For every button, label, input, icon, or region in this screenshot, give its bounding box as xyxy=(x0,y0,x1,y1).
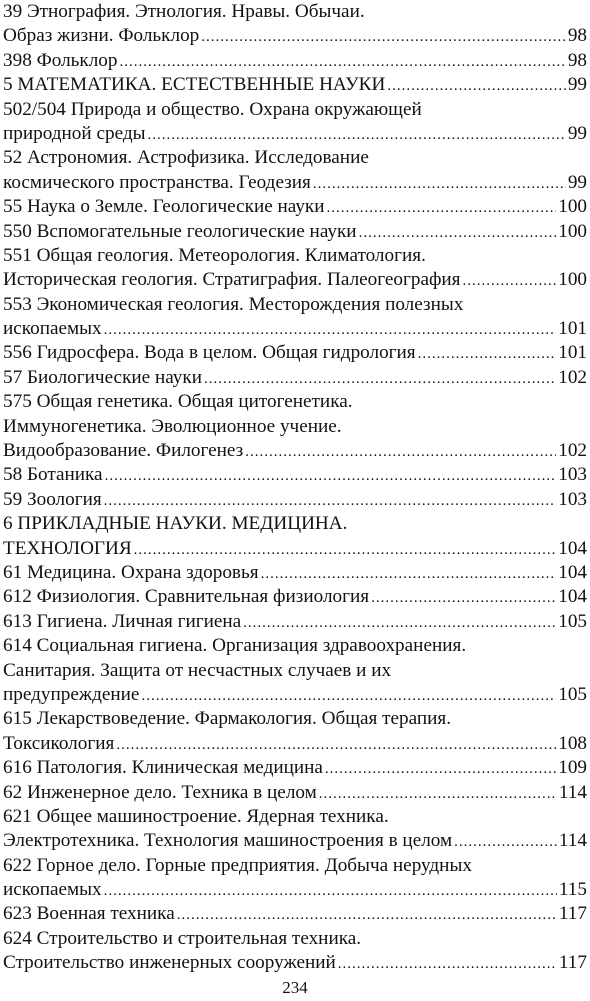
toc-page-number: 102 xyxy=(558,440,587,462)
toc-page-number: 103 xyxy=(558,488,587,510)
toc-page-number: 104 xyxy=(558,586,587,608)
toc-page-number: 100 xyxy=(558,269,587,291)
toc-entry-text: Иммуногенетика. Эволюционное учение. xyxy=(3,415,342,437)
toc-entry-line xyxy=(3,683,587,707)
toc-entry-line xyxy=(3,732,587,756)
toc-entry xyxy=(3,195,587,219)
toc-entry xyxy=(3,463,587,487)
toc-entry xyxy=(3,244,587,293)
toc-entry-text: 621 Общее машиностроение. Ядерная техника. xyxy=(3,805,389,827)
dot-leader xyxy=(359,221,557,244)
dot-leader xyxy=(105,464,557,487)
toc-entry-line xyxy=(3,366,587,390)
toc-entry-text: 623 Военная техника xyxy=(3,903,175,925)
toc-entry-text: природной среды xyxy=(3,122,146,144)
toc-entry-text: Электротехника. Технология машиностроения в целом xyxy=(3,830,453,852)
toc-page-number: 101 xyxy=(558,342,587,364)
toc-entry-text: предупреждение xyxy=(3,683,140,705)
toc-entry-text: Видообразование. Филогенез xyxy=(3,440,244,462)
toc-entry-text: 551 Общая геология. Метеорология. Климатология. xyxy=(3,244,426,266)
dot-leader xyxy=(204,367,556,390)
toc-entry xyxy=(3,390,587,463)
toc-page-number: 99 xyxy=(567,171,587,193)
toc-entry-text: 622 Горное дело. Горные предприятия. Добыча нерудных xyxy=(3,854,472,876)
toc-page-number: 103 xyxy=(558,464,587,486)
toc-entry xyxy=(3,488,587,512)
toc-entry xyxy=(3,854,587,903)
dot-leader xyxy=(120,50,566,73)
toc-page-number: 104 xyxy=(558,561,587,583)
dot-leader xyxy=(418,342,557,365)
toc-entry-line xyxy=(3,781,587,805)
toc-entry xyxy=(3,585,587,609)
toc-entry-line xyxy=(3,220,587,244)
toc-entry-line xyxy=(3,756,587,780)
dot-leader xyxy=(261,562,557,585)
dot-leader xyxy=(201,25,566,48)
toc-entry xyxy=(3,98,587,147)
toc-page-number: 115 xyxy=(558,879,587,901)
toc-entry xyxy=(3,561,587,585)
toc-page-number: 114 xyxy=(558,830,587,852)
toc-entry xyxy=(3,341,587,365)
toc-entry xyxy=(3,293,587,342)
toc-entry-line xyxy=(3,878,587,902)
toc-entry-text: ископаемых xyxy=(3,879,102,901)
toc-entry xyxy=(3,146,587,195)
toc-page-number: 100 xyxy=(558,196,587,218)
toc-entry-text: 615 Лекарствоведение. Фармакология. Общая терапия. xyxy=(3,708,452,730)
toc-page-number: 105 xyxy=(558,683,587,705)
toc-entry-text: ископаемых xyxy=(3,318,102,340)
toc-entry-line xyxy=(3,24,587,48)
toc-entry-line xyxy=(3,317,587,341)
toc-entry-text: 59 Зоология xyxy=(3,488,102,510)
toc-entry-text: 61 Медицина. Охрана здоровья xyxy=(3,561,259,583)
toc-entry-line xyxy=(3,585,587,609)
page-number: 234 xyxy=(282,978,308,997)
toc-entry-text: 550 Вспомогательные геологические науки xyxy=(3,220,357,242)
toc-entry-text: 624 Строительство и строительная техника. xyxy=(3,927,362,949)
toc-page-number: 104 xyxy=(558,537,587,559)
toc-entry xyxy=(3,707,587,756)
toc-entry xyxy=(3,73,587,97)
toc-entry xyxy=(3,49,587,73)
toc-entry-text: 613 Гигиена. Личная гигиена xyxy=(3,610,242,632)
toc-page-number: 117 xyxy=(558,903,587,925)
dot-leader xyxy=(104,489,557,512)
toc-entry-text: 57 Биологические науки xyxy=(3,366,202,388)
toc-entry xyxy=(3,512,587,561)
toc-entry-text: 58 Ботаника xyxy=(3,464,103,486)
toc-entry xyxy=(3,634,587,707)
toc-page-number: 109 xyxy=(558,757,587,779)
toc-entry-line xyxy=(3,122,587,146)
dot-leader xyxy=(387,74,565,97)
toc-entry-text: 39 Этнография. Этнология. Нравы. Обычаи. xyxy=(3,1,365,22)
toc-entry-text: 502/504 Природа и общество. Охрана окружающей xyxy=(3,98,422,120)
toc-entry-line xyxy=(3,488,587,512)
toc-page-number: 99 xyxy=(567,122,587,144)
dot-leader xyxy=(245,440,556,463)
toc-entry-text: 6 ПРИКЛАДНЫЕ НАУКИ. МЕДИЦИНА. xyxy=(3,513,348,535)
toc-entry-line xyxy=(3,341,587,365)
dot-leader xyxy=(141,684,556,707)
dot-leader xyxy=(243,611,556,634)
dot-leader xyxy=(134,538,557,561)
toc-entry xyxy=(3,220,587,244)
toc-entry-text: Строительство инженерных сооружений xyxy=(3,952,336,974)
toc-entry xyxy=(3,781,587,805)
toc-entry-text: 5 МАТЕМАТИКА. ЕСТЕСТВЕННЫЕ НАУКИ xyxy=(3,74,386,96)
toc-entry-text: ТЕХНОЛОГИЯ xyxy=(3,537,132,559)
toc-page-number: 105 xyxy=(558,610,587,632)
toc-page-number: 98 xyxy=(567,25,587,47)
toc-entry-line xyxy=(3,195,587,219)
toc-entry-text: 614 Социальная гигиена. Организация здравоохранения. xyxy=(3,635,467,657)
toc-entry-text: 52 Астрономия. Астрофизика. Исследование xyxy=(3,147,369,169)
dot-leader xyxy=(371,586,556,609)
dot-leader xyxy=(116,733,556,756)
toc-entry-line xyxy=(3,829,587,853)
toc-entry-line xyxy=(3,49,587,73)
toc-entry xyxy=(3,366,587,390)
toc-entry-line xyxy=(3,537,587,561)
toc-entry xyxy=(3,805,587,854)
dot-leader xyxy=(313,172,566,195)
dot-leader xyxy=(325,757,556,780)
table-of-contents xyxy=(3,0,587,976)
toc-entry-line xyxy=(3,171,587,195)
toc-entry-line xyxy=(3,902,587,926)
toc-page-number: 117 xyxy=(558,952,587,974)
toc-entry-text: Санитария. Защита от несчастных случаев и их xyxy=(3,659,392,681)
toc-page-number: 100 xyxy=(558,220,587,242)
toc-entry-line xyxy=(3,951,587,975)
toc-page-number: 99 xyxy=(567,74,587,96)
toc-page-number: 101 xyxy=(558,318,587,340)
toc-entry-text: 553 Экономическая геология. Месторождения полезных xyxy=(3,293,464,315)
toc-entry xyxy=(3,0,587,49)
toc-entry-text: 612 Физиология. Сравнительная физиология xyxy=(3,586,370,608)
toc-entry-text: 616 Патология. Клиническая медицина xyxy=(3,757,323,779)
toc-entry xyxy=(3,927,587,976)
toc-entry-line xyxy=(3,268,587,292)
toc-entry-text: Образ жизни. Фольклор xyxy=(3,25,200,47)
dot-leader xyxy=(147,123,565,146)
toc-entry xyxy=(3,756,587,780)
dot-leader xyxy=(319,782,557,805)
dot-leader xyxy=(327,196,557,219)
toc-entry-text: 398 Фольклор xyxy=(3,49,118,71)
toc-entry-text: космического пространства. Геодезия xyxy=(3,171,311,193)
dot-leader xyxy=(338,952,557,975)
toc-entry xyxy=(3,610,587,634)
dot-leader xyxy=(462,269,556,292)
toc-entry-text: Токсикология xyxy=(3,732,115,754)
toc-entry-text: 575 Общая генетика. Общая цитогенетика. xyxy=(3,391,353,413)
toc-page-number: 108 xyxy=(558,732,587,754)
toc-entry-text: 55 Наука о Земле. Геологические науки xyxy=(3,196,325,218)
toc-page-number: 102 xyxy=(558,366,587,388)
toc-entry-line xyxy=(3,463,587,487)
toc-entry-line xyxy=(3,561,587,585)
dot-leader xyxy=(177,903,557,926)
toc-entry-line xyxy=(3,73,587,97)
toc-entry xyxy=(3,902,587,926)
dot-leader xyxy=(104,879,557,902)
toc-entry-line xyxy=(3,610,587,634)
toc-page-number: 98 xyxy=(567,49,587,71)
toc-page-number: 114 xyxy=(558,781,587,803)
dot-leader xyxy=(454,830,557,853)
toc-entry-text: Историческая геология. Стратиграфия. Палеогеография xyxy=(3,269,461,291)
toc-entry-text: 556 Гидросфера. Вода в целом. Общая гидрология xyxy=(3,342,416,364)
toc-entry-line xyxy=(3,439,587,463)
toc-entry-text: 62 Инженерное дело. Техника в целом xyxy=(3,781,317,803)
dot-leader xyxy=(104,318,557,341)
